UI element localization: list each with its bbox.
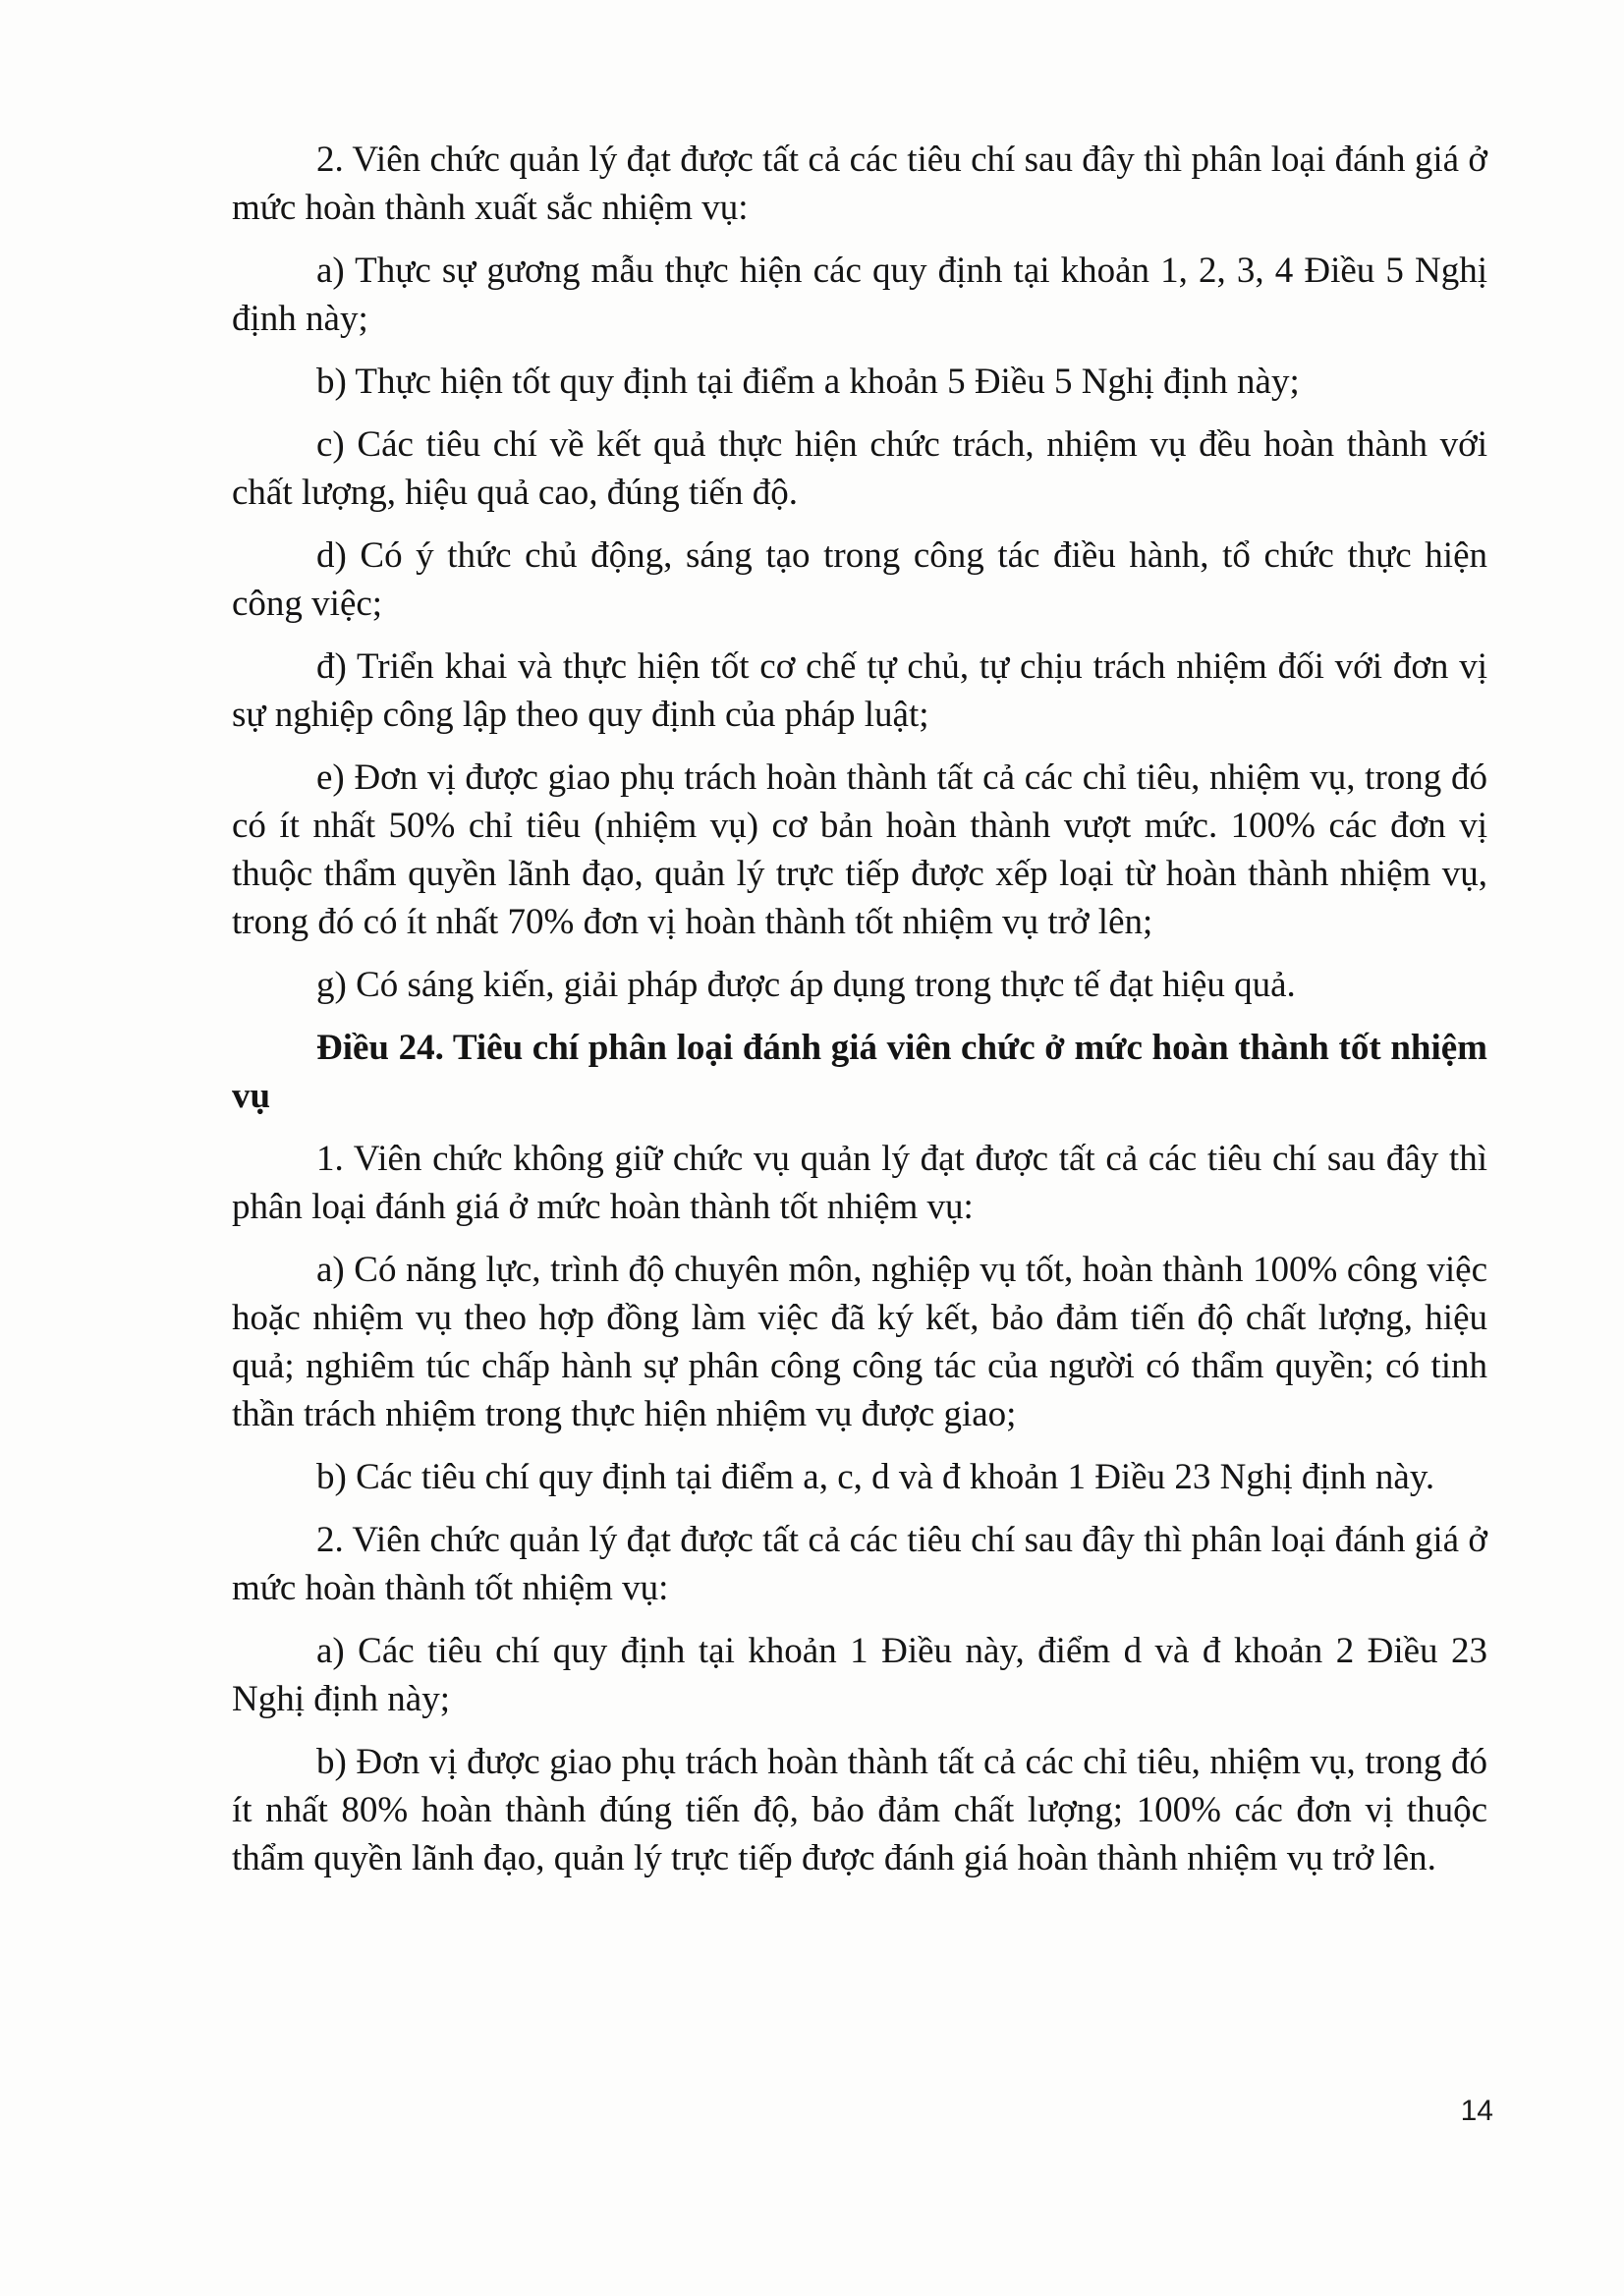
- article-heading: Điều 24. Tiêu chí phân loại đánh giá viên chức ở mức hoàn thành tốt nhiệm vụ: [232, 1028, 1487, 1116]
- paragraph: c) Các tiêu chí về kết quả thực hiện chức trách, nhiệm vụ đều hoàn thành với chất lượng, hiệu quả cao, đúng tiến độ.: [232, 424, 1487, 513]
- document-body: [232, 136, 1487, 1897]
- paragraph: b) Đơn vị được giao phụ trách hoàn thành tất cả các chỉ tiêu, nhiệm vụ, trong đó ít nhất 80% hoàn thành đúng tiến độ, bảo đảm chất lượng; 100% các đơn vị thuộc thẩm quyền lãnh đạo, quản lý trực tiếp được đánh giá hoàn thành nhiệm vụ trở lên.: [232, 1742, 1487, 1878]
- paragraph: 2. Viên chức quản lý đạt được tất cả các tiêu chí sau đây thì phân loại đánh giá ở mức hoàn thành xuất sắc nhiệm vụ:: [232, 140, 1487, 228]
- page-number: 14: [1460, 2095, 1493, 2127]
- paragraph: đ) Triển khai và thực hiện tốt cơ chế tự chủ, tự chịu trách nhiệm đối với đơn vị sự nghiệp công lập theo quy định của pháp luật;: [232, 646, 1487, 735]
- paragraph: g) Có sáng kiến, giải pháp được áp dụng trong thực tế đạt hiệu quả.: [316, 965, 1296, 1005]
- paragraph: b) Thực hiện tốt quy định tại điểm a khoản 5 Điều 5 Nghị định này;: [316, 362, 1300, 402]
- paragraph: a) Có năng lực, trình độ chuyên môn, nghiệp vụ tốt, hoàn thành 100% công việc hoặc nhiệm vụ theo hợp đồng làm việc đã ký kết, bảo đảm tiến độ chất lượng, hiệu quả; nghiêm túc chấp hành sự phân công công tác của người có thẩm quyền; có tinh thần trách nhiệm trong thực hiện nhiệm vụ được giao;: [232, 1250, 1487, 1434]
- paragraph: a) Các tiêu chí quy định tại khoản 1 Điều này, điểm d và đ khoản 2 Điều 23 Nghị định này;: [232, 1631, 1487, 1719]
- paragraph: e) Đơn vị được giao phụ trách hoàn thành tất cả các chỉ tiêu, nhiệm vụ, trong đó có ít nhất 50% chỉ tiêu (nhiệm vụ) cơ bản hoàn thành vượt mức. 100% các đơn vị thuộc thẩm quyền lãnh đạo, quản lý trực tiếp được xếp loại từ hoàn thành nhiệm vụ, trong đó có ít nhất 70% đơn vị hoàn thành tốt nhiệm vụ trở lên;: [232, 757, 1487, 942]
- paragraph: a) Thực sự gương mẫu thực hiện các quy định tại khoản 1, 2, 3, 4 Điều 5 Nghị định này;: [232, 251, 1487, 339]
- paragraph: 1. Viên chức không giữ chức vụ quản lý đạt được tất cả các tiêu chí sau đây thì phân loại đánh giá ở mức hoàn thành tốt nhiệm vụ:: [232, 1139, 1487, 1227]
- paragraph: b) Các tiêu chí quy định tại điểm a, c, d và đ khoản 1 Điều 23 Nghị định này.: [316, 1457, 1435, 1497]
- paragraph: 2. Viên chức quản lý đạt được tất cả các tiêu chí sau đây thì phân loại đánh giá ở mức hoàn thành tốt nhiệm vụ:: [232, 1520, 1487, 1608]
- paragraph: d) Có ý thức chủ động, sáng tạo trong công tác điều hành, tổ chức thực hiện công việc;: [232, 535, 1487, 624]
